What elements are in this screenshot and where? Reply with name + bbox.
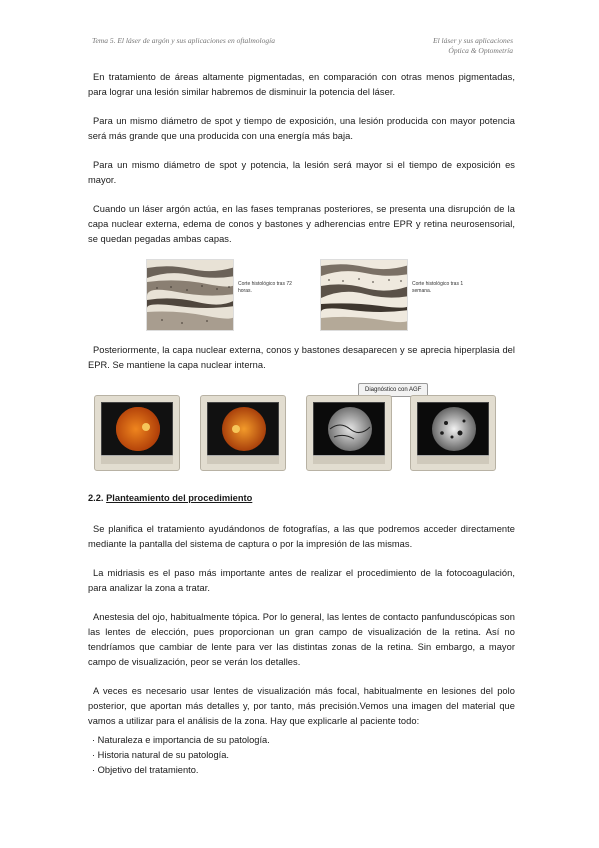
running-header-right-line2: Óptica & Optometría [448,46,513,55]
histology-caption-1-week: Corte histológico tras 1 semana. [412,281,464,294]
paragraph-anesthesia: Anestesia del ojo, habitualmente tópica. Por lo general, las lentes de contacto panfunduscópicas son las lentes de elección, pues proporcionan un gran campo de visualización de la retina. Así no tendríamos que cambiar de lente para ver las distintas zonas de la retina. Sin embargo, a mayor campo de visualización, peor se verán los detalles. [88,612,515,667]
page-body [88,70,515,778]
monitor-agf-2 [410,395,496,471]
running-header-right [433,36,513,56]
section-heading [88,491,515,506]
agf-label: Diagnóstico con AGF [358,383,428,397]
paragraph-power: Para un mismo diámetro de spot y tiempo de exposición, una lesión producida con mayor potencia será más grande que una producida con una energía más baja. [88,116,515,141]
paragraph-early-effects: Cuando un láser argón actúa, en las fases tempranas posteriores, se presenta una disrupción de la capa nuclear externa, edema de conos y bastones y adherencias entre EPR y retina neurosensorial, se quedan pegadas ambas capas. [88,204,515,244]
monitor-fundus-color-1 [94,395,180,471]
histology-image-1-week [320,259,408,331]
section-title: Planteamiento del procedimiento [106,493,253,503]
paragraph-pigmentation: En tratamiento de áreas altamente pigmentadas, en comparación con otras menos pigmentadas, para lograr una lesión similar habremos de disminuir la potencia del láser. [88,72,515,97]
running-header-right-line1: El láser y sus aplicaciones [433,36,513,45]
list-item: · Historia natural de su patología. [92,750,229,760]
histology-caption-72h: Corte histológico tras 72 horas. [238,281,292,294]
histology-figure-row [88,259,515,331]
list-item: · Naturaleza e importancia de su patología. [92,735,270,745]
section-number: 2.2. [88,493,104,503]
monitor-fundus-color-2 [200,395,286,471]
paragraph-late-effects: Posteriormente, la capa nuclear externa, conos y bastones desaparecen y se aprecia hiperplasia del EPR. Se mantiene la capa nuclear interna. [88,345,515,370]
histology-image-72h [146,259,234,331]
agf-monitor-figure [88,383,515,475]
paragraph-exposure-time: Para un mismo diámetro de spot y potencia, la lesión será mayor si el tiempo de exposición es mayor. [88,160,515,185]
running-header-left: Tema 5. El láser de argón y sus aplicaciones en oftalmología [92,36,275,45]
paragraph-mydriasis: La midriasis es el paso más importante antes de realizar el procedimiento de la fotocoagulación, para analizar la zona a tratar. [88,568,515,593]
monitor-agf-1 [306,395,392,471]
paragraph-focal-lenses: A veces es necesario usar lentes de visualización más focal, habitualmente en lesiones del polo posterior, que aportan más detalles y, por tanto, más precisión.Vemos una imagen del material que vamos a utilizar para el análisis de la zona. Hay que explicarle al paciente todo: [88,686,515,726]
list-item: · Objetivo del tratamiento. [92,765,199,775]
patient-info-list [88,733,515,778]
paragraph-planning: Se planifica el tratamiento ayudándonos de fotografías, a las que podremos acceder directamente mediante la pantalla del sistema de captura o por la impresión de las mismas. [88,524,515,549]
